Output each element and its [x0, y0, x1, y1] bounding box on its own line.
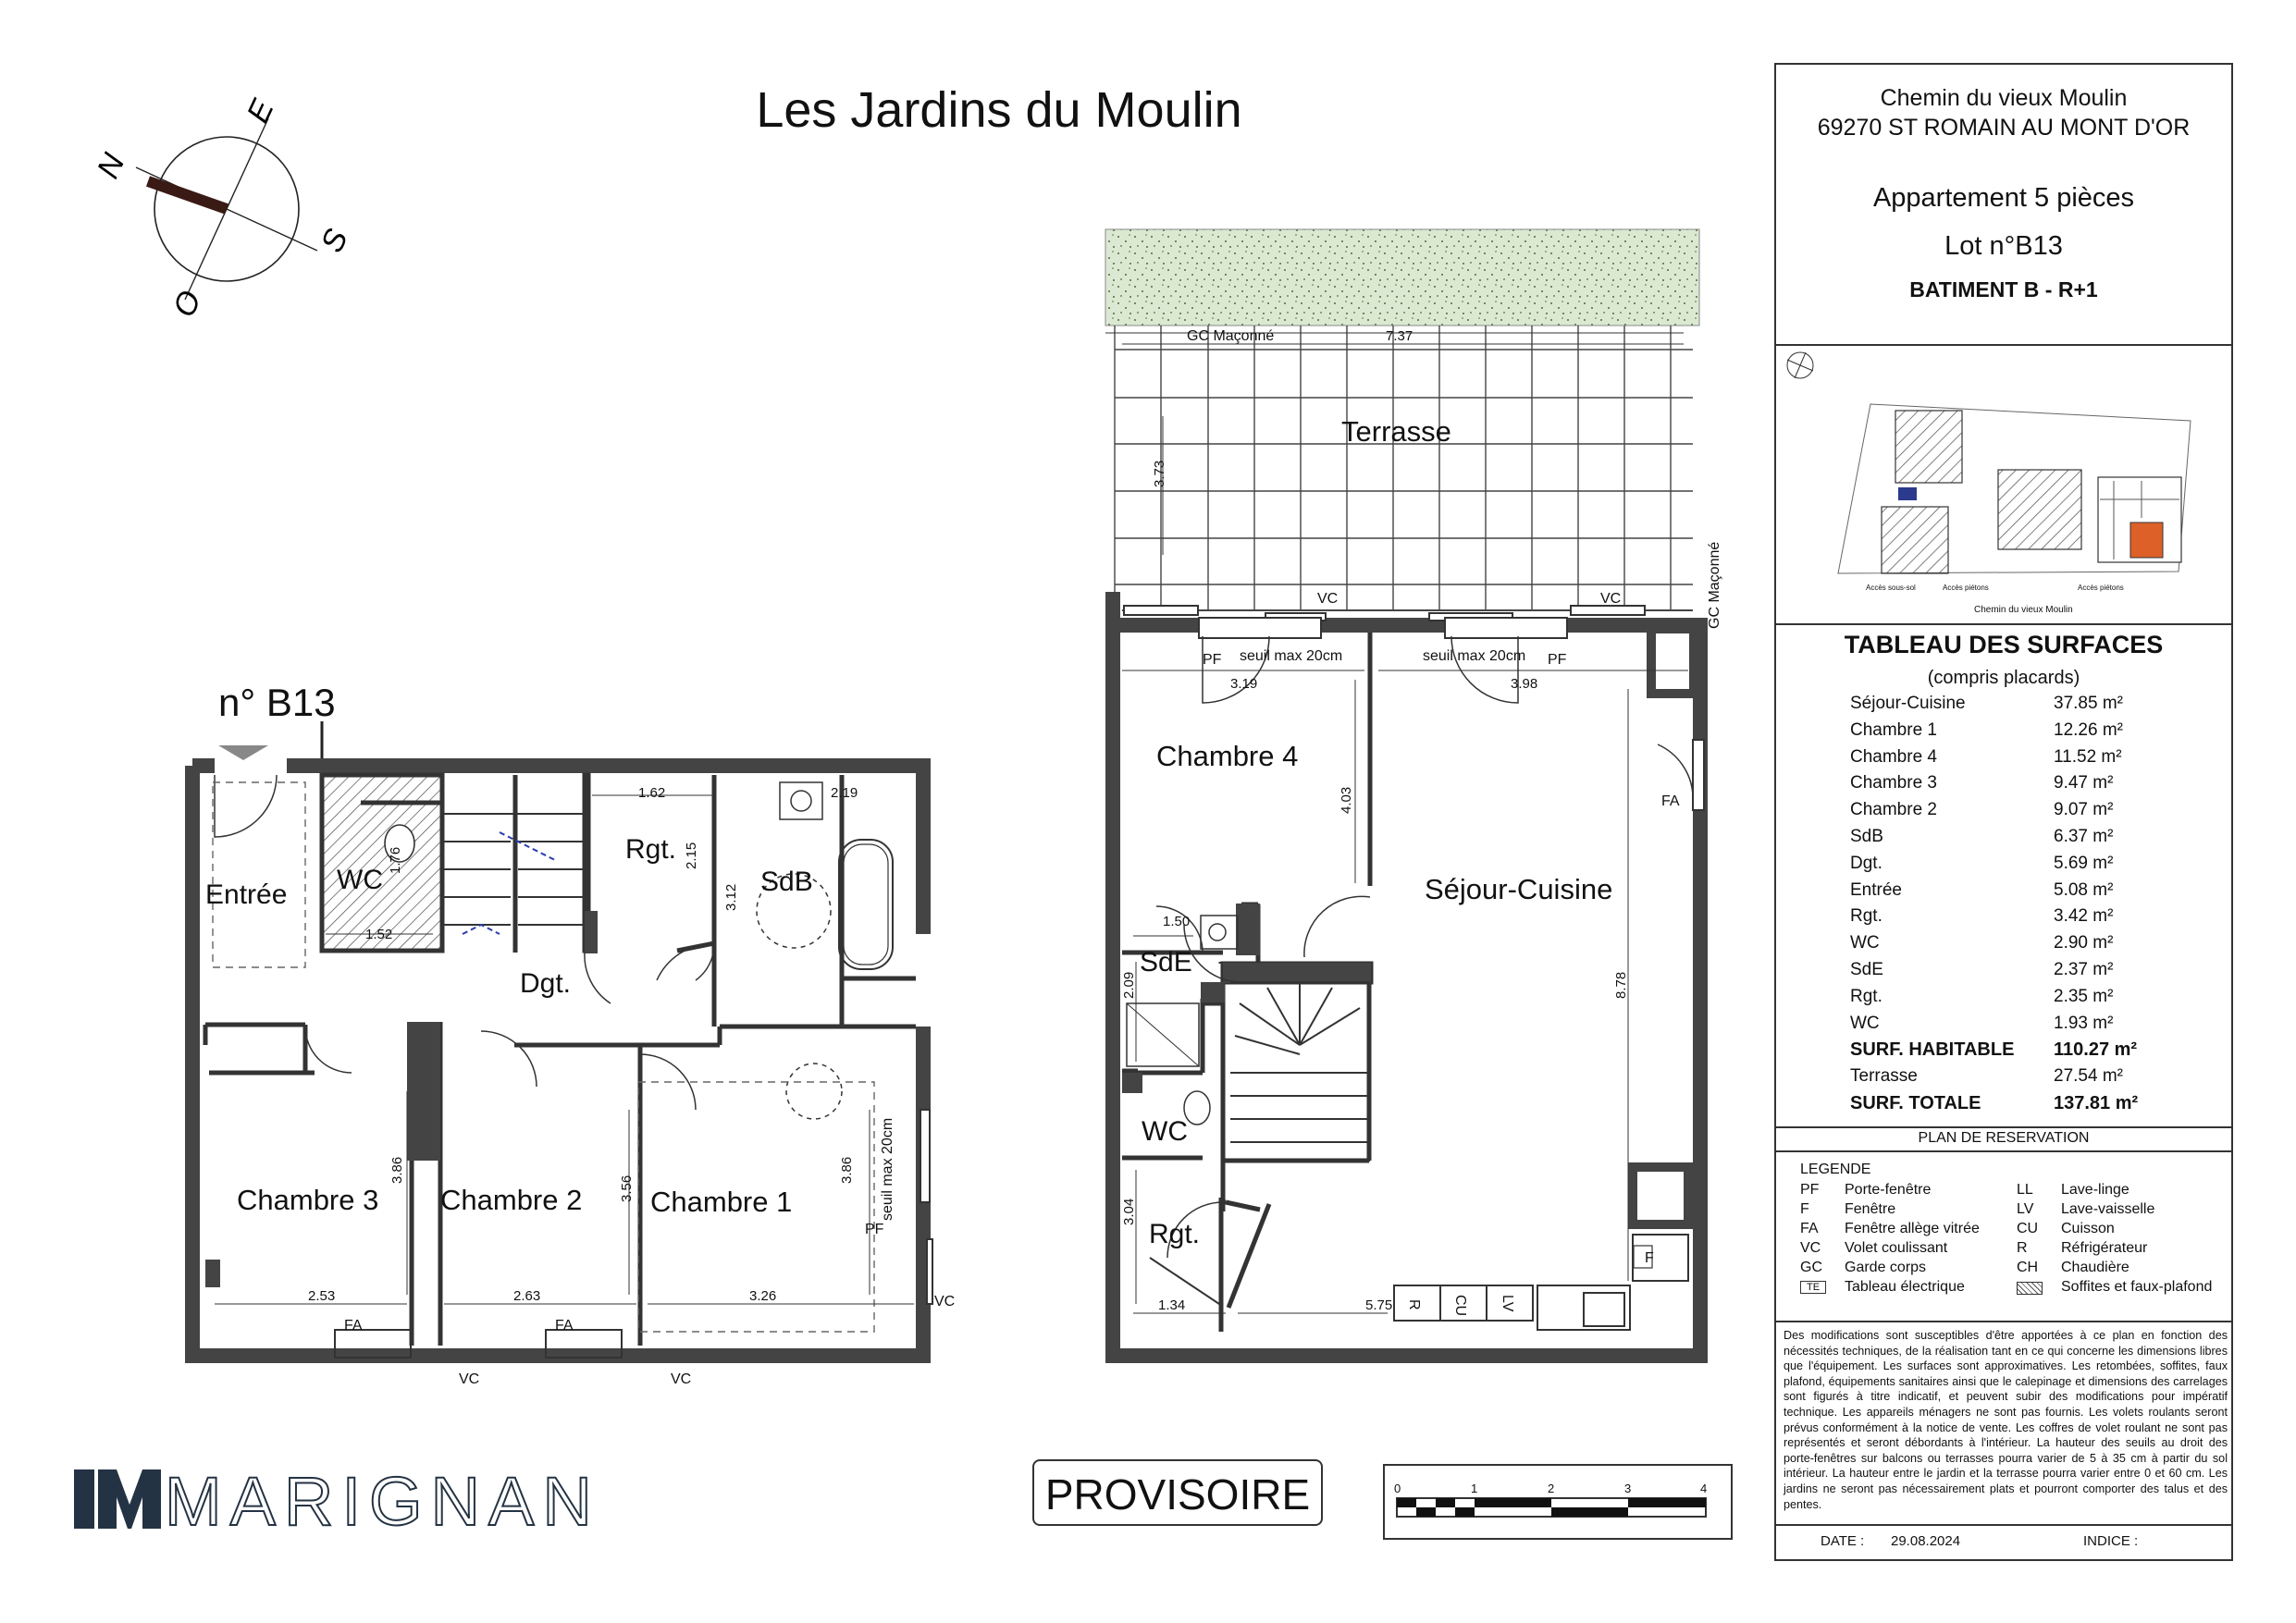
surface-value: 27.54 m²: [2054, 1066, 2123, 1087]
room-entree: Entrée: [205, 879, 288, 910]
surface-label: Séjour-Cuisine: [1850, 694, 1966, 713]
room-sde: SdE: [1140, 947, 1192, 977]
dim-4-03: 4.03: [1339, 786, 1354, 814]
room-dgt: Dgt.: [520, 968, 572, 999]
label-vc-ch3: VC: [459, 1371, 480, 1387]
legend-desc: Fenêtre: [1845, 1201, 1896, 1217]
site-access-1: Accès sous-sol: [1866, 584, 1916, 592]
surface-row: [1850, 800, 2165, 826]
page-title: Les Jardins du Moulin: [756, 82, 1242, 138]
surface-value: 137.81 m²: [2054, 1093, 2139, 1113]
legend-abbr: CH: [2017, 1260, 2039, 1275]
label-pf-ch4: PF: [1203, 652, 1222, 668]
compass-n: N: [90, 148, 132, 184]
label-vc-terrace-1: VC: [1317, 591, 1339, 607]
surface-label: SdB: [1850, 827, 1883, 846]
dim-1-34: 1.34: [1158, 1297, 1186, 1313]
divider: [1776, 623, 2231, 625]
surface-value: 3.42 m²: [2054, 906, 2114, 927]
provisoire-stamp: PROVISOIRE: [1032, 1459, 1323, 1526]
legend-desc: Volet coulissant: [1845, 1240, 1948, 1256]
dim-5-75: 5.75: [1365, 1297, 1393, 1313]
room-sejour-cuisine: Séjour-Cuisine: [1425, 873, 1613, 905]
soffit-hatch-icon: [2017, 1282, 2043, 1295]
surface-label: Dgt.: [1850, 853, 1882, 873]
surface-row-total: [1850, 1093, 2165, 1119]
label-r: R: [1406, 1299, 1422, 1310]
apartment-block: [1776, 174, 2231, 270]
address-block: [1776, 83, 2231, 142]
surface-row: [1850, 747, 2165, 773]
legend-abbr: FA: [1800, 1221, 1819, 1236]
surface-row: [1850, 694, 2165, 719]
surface-label: Terrasse: [1850, 1066, 1918, 1087]
room-wc-right: WC: [1142, 1116, 1188, 1147]
surface-row: [1850, 906, 2165, 932]
dim-1-52: 1.52: [365, 927, 393, 942]
label-pf-sejour: PF: [1548, 652, 1567, 668]
date-value: 29.08.2024: [1891, 1533, 1961, 1549]
dim-1-50: 1.50: [1163, 914, 1191, 929]
surface-label: Entrée: [1850, 879, 1902, 900]
room-chambre2: Chambre 2: [440, 1184, 583, 1216]
surface-value: 6.37 m²: [2054, 827, 2114, 846]
surface-value: 110.27 m²: [2054, 1039, 2138, 1061]
date-label: DATE :: [1821, 1533, 1865, 1549]
surface-value: 9.47 m²: [2054, 773, 2114, 793]
address-line2: 69270 ST ROMAIN AU MONT D'OR: [1817, 115, 2191, 141]
room-rgt-left: Rgt.: [625, 834, 677, 865]
surface-value: 2.35 m²: [2054, 986, 2114, 1006]
surface-row: [1850, 720, 2165, 746]
surfaces-title: TABLEAU DES SURFACES: [1844, 631, 2164, 658]
scale-2: 2: [1548, 1482, 1555, 1495]
legend-abbr: VC: [1800, 1240, 1821, 1256]
room-wc-left: WC: [337, 865, 383, 895]
label-gc-maconne-top: GC Maçonné: [1187, 328, 1275, 344]
legend-abbr: LL: [2017, 1182, 2033, 1198]
surface-row-terrasse: [1850, 1066, 2165, 1092]
surface-row: [1850, 854, 2165, 879]
legend-desc: Chaudière: [2061, 1260, 2129, 1275]
building-label: BATIMENT B - R+1: [1909, 277, 2098, 301]
dim-3-26: 3.26: [749, 1288, 777, 1304]
surface-value: 37.85 m²: [2054, 694, 2123, 713]
legend-desc: Tableau électrique: [1845, 1279, 1965, 1295]
scale-3: 3: [1624, 1482, 1632, 1495]
legend-abbr: R: [2017, 1240, 2028, 1256]
legend-desc: Réfrigérateur: [2061, 1240, 2148, 1256]
dim-3-56: 3.56: [619, 1174, 635, 1202]
compass-s: S: [314, 224, 355, 258]
divider: [1776, 344, 2231, 346]
label-vc-terrace-2: VC: [1600, 591, 1622, 607]
legend-desc: Garde corps: [1845, 1260, 1927, 1275]
site-street: Chemin du vieux Moulin: [1974, 605, 2073, 615]
surface-value: 5.69 m²: [2054, 853, 2114, 873]
legend-desc: Porte-fenêtre: [1845, 1182, 1932, 1198]
label-vc-ch1: VC: [934, 1294, 956, 1309]
surface-label: Rgt.: [1850, 986, 1882, 1006]
scale-0: 0: [1394, 1482, 1401, 1495]
room-chambre1: Chambre 1: [650, 1186, 793, 1218]
dim-1-76: 1.76: [388, 846, 403, 874]
marignan-wordmark: MARIGNAN: [165, 1463, 600, 1540]
label-gc-maconne-side: GC Maçonné: [1707, 541, 1722, 629]
scale-4: 4: [1700, 1482, 1708, 1495]
legend-abbr: GC: [1800, 1260, 1822, 1275]
dim-2-19: 2.19: [831, 785, 858, 801]
legend-desc: Lave-vaisselle: [2061, 1201, 2155, 1217]
label-fa-sejour: FA: [1661, 793, 1680, 809]
surface-label: Chambre 3: [1850, 773, 1937, 793]
indice-label: INDICE :: [2083, 1533, 2139, 1549]
legend-desc: Soffites et faux-plafond: [2061, 1279, 2213, 1295]
surface-label: WC: [1850, 1013, 1880, 1033]
label-cu: CU: [1452, 1295, 1468, 1317]
disclaimer-notes: Des modifications sont susceptibles d'être apportées à ce plan en fonction des nécessités techniques, de la réalisation tant en ce qui concerne les dimensions libres que l'équipement. Les surfaces sont approximatives. Les retombées, soffites, faux plafond, équipements sanitaires ainsi que le calepinage et dimensions des carrelages sont figurés à titre indicatif, et peuvent subir des modifications pour impératif technique. Les appareils ménagers ne sont pas fournis. Les volets roulants seront prévus conformément à la notice de vente. Les coffres de volet roulant ne sont pas représentés et seront débordants à l'intérieur. La hauteur des seuils au droit des porte-fenêtres sur balcons ou terrasses pourra varier de 5 à 35 cm à partir du sol intérieur. La hauteur entre le jardin et la terrasse pourra varier entre 0 et 60 cm. Les jardins ne seront pas nécessairement plats et pourront comporter des talus et des pentes.: [1784, 1329, 2228, 1511]
dim-3-19: 3.19: [1230, 676, 1258, 692]
label-fa-ch3: FA: [344, 1318, 363, 1334]
room-terrasse: Terrasse: [1341, 415, 1451, 448]
divider: [1776, 1150, 2231, 1152]
site-access-3: Accès piétons: [2078, 584, 2124, 592]
dim-3-86-b: 3.86: [839, 1156, 855, 1184]
lot-label: n° B13: [218, 681, 336, 724]
room-chambre4: Chambre 4: [1156, 740, 1299, 772]
surface-row: [1850, 933, 2165, 959]
dim-3-98: 3.98: [1511, 676, 1538, 692]
surface-value: 2.90 m²: [2054, 933, 2114, 953]
surface-row: [1850, 773, 2165, 799]
plan-reservation-label: PLAN DE RESERVATION: [1918, 1130, 2090, 1146]
address-line1: Chemin du vieux Moulin: [1880, 85, 2128, 111]
dim-2-53: 2.53: [308, 1288, 336, 1304]
surface-label: Chambre 2: [1850, 800, 1937, 820]
label-pf-ch1: PF: [865, 1222, 884, 1237]
marignan-logo: [74, 1463, 600, 1540]
divider: [1776, 1524, 2231, 1526]
divider: [1776, 1321, 2231, 1322]
surface-value: 12.26 m²: [2054, 719, 2123, 740]
label-fa-ch2: FA: [555, 1318, 574, 1334]
legend-desc: Cuisson: [2061, 1221, 2115, 1236]
label-vc-ch2: VC: [671, 1371, 692, 1387]
room-chambre3: Chambre 3: [237, 1184, 379, 1216]
surface-value: 1.93 m²: [2054, 1013, 2114, 1033]
lot-number: Lot n°B13: [1944, 231, 2063, 261]
dim-2-15: 2.15: [684, 842, 699, 869]
legend-abbr: F: [1800, 1201, 1809, 1217]
surface-row: [1850, 1014, 2165, 1039]
legend-title: LEGENDE: [1800, 1162, 1871, 1177]
divider: [1776, 1126, 2231, 1128]
surface-value: 11.52 m²: [2054, 746, 2122, 767]
surface-label: SURF. TOTALE: [1850, 1093, 1981, 1113]
surface-label: WC: [1850, 933, 1880, 953]
site-access-2: Accès piétons: [1943, 584, 1989, 592]
dim-2-09: 2.09: [1121, 971, 1137, 999]
legend-abbr: LV: [2017, 1201, 2034, 1217]
surface-value: 5.08 m²: [2054, 879, 2114, 900]
legend-desc: Lave-linge: [2061, 1182, 2129, 1198]
dim-1-62: 1.62: [638, 785, 666, 801]
dim-2-63: 2.63: [513, 1288, 541, 1304]
dim-3-86-a: 3.86: [389, 1156, 405, 1184]
legend-abbr: TE: [1800, 1281, 1826, 1294]
legend-abbr: CU: [2017, 1221, 2039, 1236]
label-seuil-sejour: seuil max 20cm: [1423, 648, 1526, 664]
surface-label: Chambre 1: [1850, 719, 1937, 740]
compass-o: O: [166, 285, 209, 323]
surface-value: 2.37 m²: [2054, 960, 2114, 979]
label-seuil-ch1: seuil max 20cm: [880, 1117, 895, 1221]
info-panel: [1774, 63, 2233, 1561]
legend-abbr: PF: [1800, 1182, 1820, 1198]
surface-row: [1850, 827, 2165, 853]
dim-7-37: 7.37: [1386, 328, 1413, 344]
surface-label: Chambre 4: [1850, 746, 1937, 767]
surface-value: 9.07 m²: [2054, 800, 2114, 820]
dim-3-73: 3.73: [1152, 460, 1167, 487]
dim-3-04: 3.04: [1121, 1198, 1137, 1225]
surfaces-subtitle: (compris placards): [1927, 668, 2080, 688]
room-rgt-right: Rgt.: [1149, 1219, 1201, 1249]
surface-row: [1850, 987, 2165, 1013]
dim-3-12: 3.12: [723, 883, 739, 911]
label-seuil-ch4: seuil max 20cm: [1240, 648, 1343, 664]
surface-label: SdE: [1850, 960, 1883, 979]
dim-8-78: 8.78: [1613, 971, 1629, 999]
surface-row: [1850, 880, 2165, 906]
marignan-m-icon: [74, 1469, 161, 1529]
surface-label: Rgt.: [1850, 906, 1882, 927]
label-lv: LV: [1500, 1295, 1515, 1312]
surface-row-habitable: [1850, 1039, 2165, 1065]
label-f-kitchen: F: [1645, 1250, 1654, 1266]
legend-desc: Fenêtre allège vitrée: [1845, 1221, 1980, 1236]
surface-label: SURF. HABITABLE: [1850, 1039, 2015, 1061]
scale-1: 1: [1471, 1482, 1478, 1495]
apartment-type: Appartement 5 pièces: [1872, 183, 2135, 213]
room-sdb: SdB: [760, 867, 813, 897]
compass-e: E: [240, 94, 281, 129]
surface-row: [1850, 960, 2165, 986]
